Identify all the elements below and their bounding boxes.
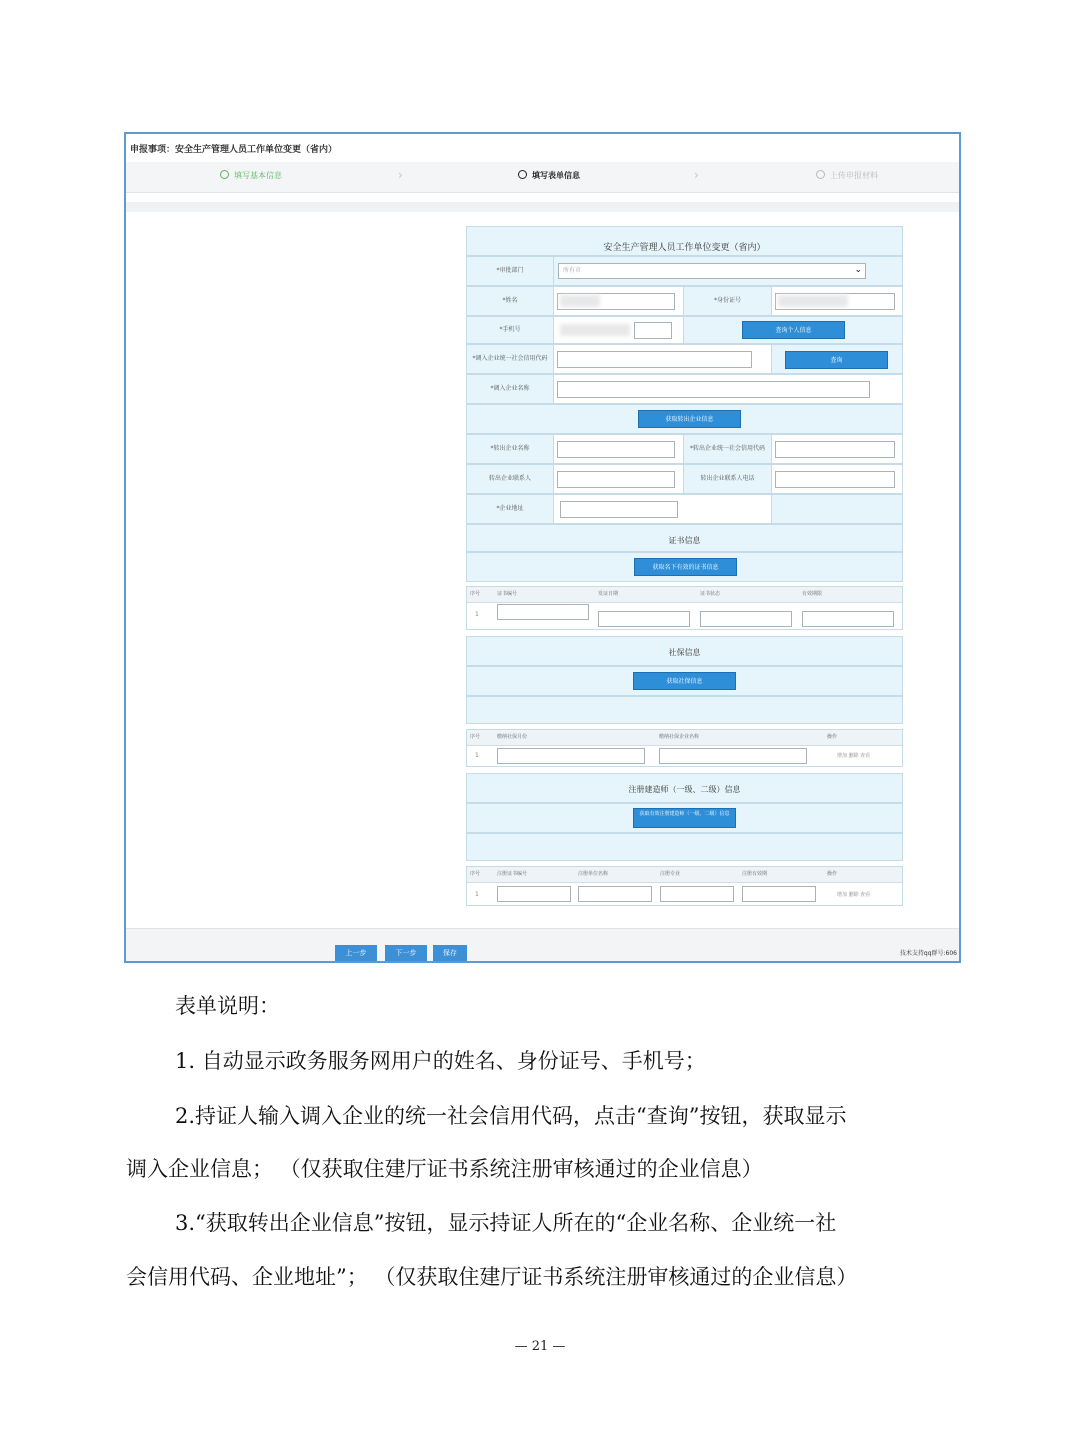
row-number: 1 (475, 891, 479, 898)
form-title-row (466, 226, 903, 256)
get-out-company-button[interactable]: 获取转出企业信息 (638, 410, 741, 428)
prev-button[interactable]: 上一步 (335, 945, 377, 962)
get-social-button[interactable]: 获取社保信息 (633, 672, 736, 690)
id-label: *身份证号 (684, 287, 772, 315)
table-header: 操作 (827, 734, 838, 740)
builder-company-input[interactable] (578, 886, 652, 902)
phone-row (466, 316, 903, 344)
form-footer (126, 928, 959, 963)
row-actions[interactable]: 增加 删除 查看 (837, 892, 871, 898)
credit-code-row (466, 344, 903, 374)
note-line-2: 2.持证人输入调入企业的统一社会信用代码，点击“查询”按钮，获取显示 (175, 1104, 847, 1128)
step-upload-materials[interactable]: 上传申报材料 (816, 170, 878, 181)
builder-button-row (466, 803, 903, 833)
builder-section-title: 注册建造师（一级、二级）信息 (628, 785, 741, 794)
step-form-info[interactable]: 填写表单信息 (518, 170, 580, 181)
table-header: 证书编号 (497, 591, 518, 597)
out-contact-row (466, 464, 903, 494)
issue-date-input[interactable] (598, 611, 690, 627)
redacted-phone (560, 324, 630, 336)
address-input[interactable] (560, 501, 678, 518)
query-person-button[interactable]: 查询个人信息 (742, 321, 845, 339)
save-button[interactable]: 保存 (433, 945, 467, 962)
form-notes-heading: 表单说明： (175, 994, 280, 1018)
credit-code-input[interactable] (557, 351, 752, 368)
step-basic-info[interactable]: 填写基本信息 (220, 170, 282, 181)
company-name-label: *调入企业名称 (467, 375, 554, 403)
company-name-input[interactable] (557, 381, 870, 398)
address-row (466, 494, 903, 524)
name-label: *姓名 (467, 287, 554, 315)
form-title: 安全生产管理人员工作单位变更（省内） (603, 243, 766, 253)
table-header: 序号 (470, 734, 481, 740)
social-section-row (466, 636, 903, 666)
out-company-name-label: *转出企业名称 (467, 435, 554, 463)
social-section-title: 社保信息 (668, 648, 701, 657)
credit-code-label: *调入企业统一社会信用代码 (467, 345, 554, 373)
out-company-row (466, 434, 903, 464)
note-line-1: 1. 自动显示政务服务网用户的姓名、身份证号、手机号； (175, 1049, 706, 1073)
name-id-row (466, 286, 903, 316)
builder-cert-number-input[interactable] (497, 886, 571, 902)
address-label: *企业地址 (467, 495, 554, 523)
phone-input[interactable] (634, 322, 672, 339)
row-number: 1 (475, 752, 479, 759)
out-contact-phone-input[interactable] (775, 471, 895, 488)
certificate-section-row (466, 524, 903, 552)
redacted-id (778, 295, 848, 307)
step-done-icon (220, 170, 229, 179)
builder-empty-row (466, 833, 903, 861)
table-header: 缴纳社保月份 (497, 734, 528, 740)
form-screenshot (124, 132, 961, 963)
certificate-button-row (466, 552, 903, 582)
chevron-down-icon: ⌄ (854, 265, 862, 275)
get-certificate-button[interactable]: 获取名下有效的证书信息 (634, 558, 737, 576)
certificate-table (466, 586, 903, 630)
builder-major-input[interactable] (660, 886, 734, 902)
table-header: 证书状态 (700, 591, 721, 597)
table-header: 有效期限 (802, 591, 823, 597)
divider-band (126, 202, 959, 212)
table-header: 注册证书编号 (497, 871, 528, 877)
phone-label: *手机号 (467, 317, 554, 343)
chevron-right-icon: › (398, 168, 403, 182)
declaration-title: 申报事项：安全生产管理人员工作单位变更（省内） (130, 145, 338, 155)
out-contact-label: 转出企业联系人 (467, 465, 554, 493)
page-number: — 21 — (514, 1339, 566, 1354)
builder-section-row (466, 773, 903, 803)
step-current-icon (518, 170, 527, 179)
social-table (466, 729, 903, 767)
table-header: 序号 (470, 871, 481, 877)
builder-validity-input[interactable] (742, 886, 816, 902)
builder-table (466, 866, 903, 906)
table-header: 序号 (470, 591, 481, 597)
note-line-5: 会信用代码、企业地址”； （仅获取住建厅证书系统注册审核通过的企业信息） (126, 1265, 858, 1289)
table-header: 缴纳社保企业名称 (659, 734, 700, 740)
certificate-number-input[interactable] (497, 604, 589, 620)
table-header: 注册单位名称 (578, 871, 609, 877)
table-header: 注册专业 (660, 871, 681, 877)
certificate-section-title: 证书信息 (668, 536, 701, 545)
table-header: 注册有效期 (742, 871, 768, 877)
get-out-company-row (466, 404, 903, 434)
next-button[interactable]: 下一步 (385, 945, 427, 962)
department-row (466, 256, 903, 286)
out-contact-input[interactable] (557, 471, 675, 488)
row-actions[interactable]: 增加 删除 查看 (837, 753, 871, 759)
out-credit-code-label: *转出企业统一社会信用代码 (684, 435, 772, 463)
company-name-row (466, 374, 903, 404)
support-info: 技术支持qq群号:606 (899, 950, 957, 957)
social-company-input[interactable] (659, 748, 807, 764)
out-contact-phone-label: 转出企业联系人电话 (684, 465, 772, 493)
get-builder-button[interactable]: 获取有效注册建造师（一级、二级）信息 (633, 808, 736, 828)
row-number: 1 (475, 611, 479, 618)
social-month-input[interactable] (497, 748, 645, 764)
query-button[interactable]: 查询 (785, 351, 888, 369)
validity-input[interactable] (802, 611, 894, 627)
department-select[interactable]: 所有市 ⌄ (558, 263, 866, 279)
step-pending-icon (816, 170, 825, 179)
table-header: 发证日期 (598, 591, 619, 597)
redacted-name (560, 295, 600, 307)
department-label: *审批部门 (467, 257, 554, 285)
table-header: 操作 (827, 871, 838, 877)
chevron-right-icon: › (694, 168, 699, 182)
out-company-name-input[interactable] (557, 441, 675, 458)
step-bar (126, 162, 959, 193)
certificate-status-input[interactable] (700, 611, 792, 627)
out-credit-code-input[interactable] (775, 441, 895, 458)
social-empty-row (466, 696, 903, 724)
note-line-4: 3.“获取转出企业信息”按钮，显示持证人所在的“企业名称、企业统一社 (175, 1211, 837, 1235)
social-button-row (466, 666, 903, 696)
note-line-3: 调入企业信息； （仅获取住建厅证书系统注册审核通过的企业信息） (126, 1157, 763, 1181)
